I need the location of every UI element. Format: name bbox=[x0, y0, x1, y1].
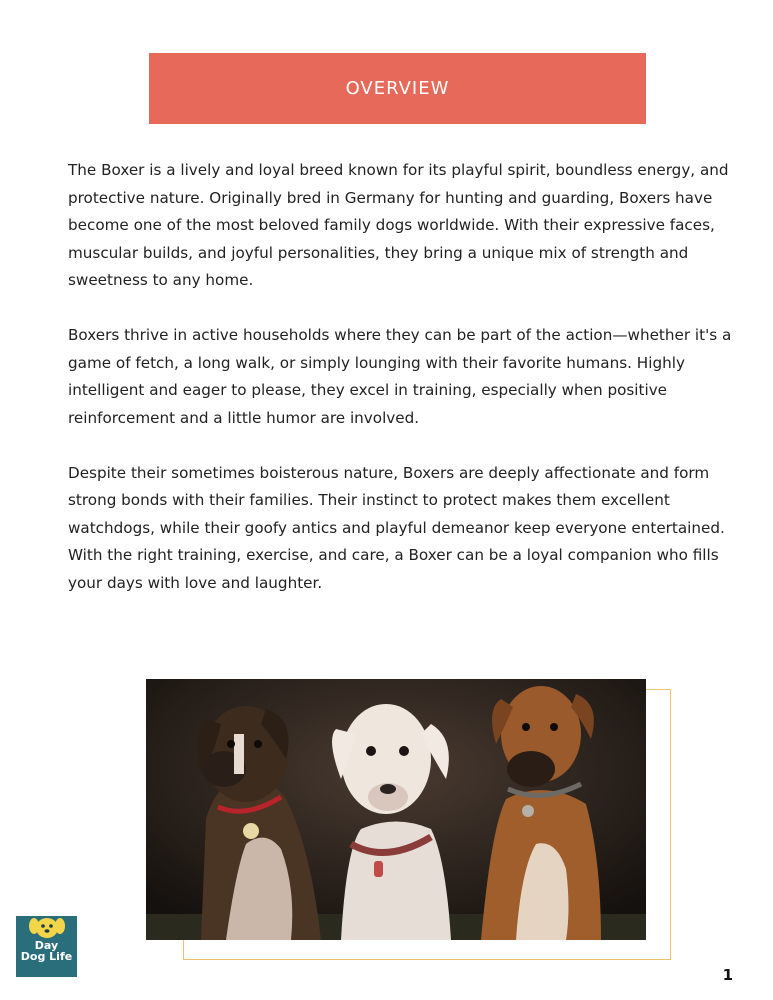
day-dog-life-logo bbox=[16, 916, 77, 977]
logo-text-dog-life: Dog Life bbox=[20, 950, 73, 963]
overview-banner bbox=[149, 53, 646, 124]
dogs-illustration bbox=[146, 679, 646, 940]
paragraph: Boxers thrive in active households where they can be part of the action—whether it's a game of fetch, a long walk, or simply lounging with their favorite humans. Highly intelligent and eager to please, they excel in training, especially when positive reinforcement and a little humor are involved. bbox=[68, 326, 732, 427]
paragraph: Despite their sometimes boisterous nature, Boxers are deeply affectionate and form strong bonds with their families. Their instinct to protect makes them excellent watchdogs, while their goofy antics and playful demeanor keep everyone entertained. With the right training, exercise, and care, a Boxer can be a loyal companion who fills your days with love and laughter. bbox=[68, 463, 725, 592]
page-number: 1 bbox=[722, 966, 733, 984]
boxer-dogs-photo bbox=[146, 679, 646, 940]
paragraph: The Boxer is a lively and loyal breed known for its playful spirit, boundless energy, and protective nature. Originally bred in Germany for hunting and guarding, Boxers have become one of the most beloved family dogs worldwide. With their expressive faces, muscular builds, and joyful personalities, they bring a unique mix of strength and sweetness to any home. bbox=[68, 161, 729, 289]
logo-text-day: Day bbox=[34, 939, 59, 952]
dog-face-icon bbox=[27, 916, 67, 940]
article-body bbox=[68, 157, 748, 625]
page-title: OVERVIEW bbox=[345, 78, 450, 99]
